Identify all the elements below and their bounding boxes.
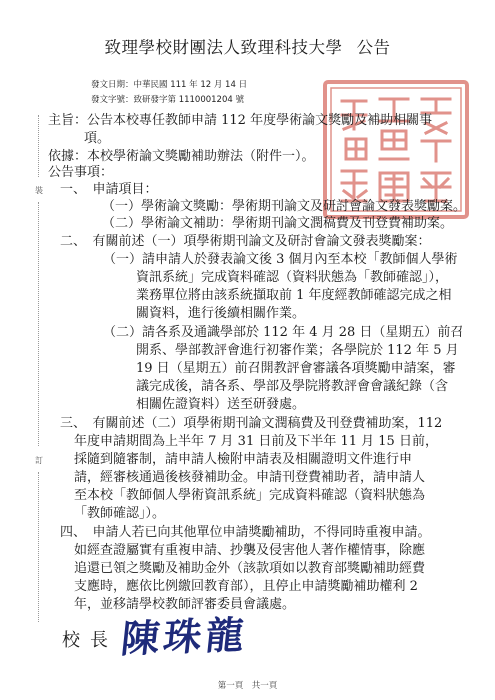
- section-3-line: 採隨到隨審制，請申請人檢附申請表及相關證明文件進行申: [74, 452, 413, 467]
- section-2-title: 二、 有關前述（一）項學術期刊論文及研討會論文發表獎勵案：: [60, 234, 431, 249]
- section-4-line: 四、 申請人若已向其他單位申請獎勵補助，不得同時重複申請。: [60, 525, 431, 540]
- binding-mark-top: 裝: [35, 186, 43, 195]
- binding-mark-bottom: 訂: [35, 456, 43, 465]
- section-1-item-b: （二）學術論文補助：學術期刊論文潤稿費及刊登費補助案。: [102, 216, 454, 231]
- president-label: 校長: [62, 630, 118, 651]
- subject-line: 主旨：公告本校專任教師申請 112 年度學術論文獎勵及補助相關事: [48, 113, 433, 128]
- section-2-item-1-line: 業務單位將由該系統擷取前 1 年度經教師確認完成之相: [136, 288, 452, 303]
- section-2-item-2-line: 19 日（星期五）前召開教評會審議各項獎勵申請案，審: [136, 361, 456, 376]
- section-2-item-1-line: 關資料，進行後續相關作業。: [136, 306, 306, 321]
- binding-line: [38, 202, 39, 446]
- section-4-line: 如經查證屬實有重複申請、抄襲及侵害他人著作權情事，除應: [74, 543, 426, 558]
- announcement-label: 公告: [356, 38, 391, 57]
- section-1-item-a: （一）學術論文獎勵：學術期刊論文及研討會論文發表獎勵案。: [102, 199, 467, 214]
- subject-line-continued: 項。: [84, 131, 111, 146]
- items-heading: 公告事項：: [48, 165, 114, 180]
- section-2-item-2-line: 相關佐證資料）送至研發處。: [136, 397, 306, 412]
- section-3-line: 年度申請期間為上半年 7 月 31 日前及下半年 11 月 15 日前，: [74, 434, 438, 449]
- page-footer: 第一頁 共一頁: [217, 681, 278, 691]
- section-2-item-2-line: 開系、學部教評會進行初審作業；各學院於 112 年 5 月: [136, 343, 459, 358]
- section-4-line: 年，並移請學校教師評審委員會議處。: [74, 597, 296, 612]
- binding-line: [38, 472, 39, 622]
- section-2-item-1-line: （一）請申請人於發表論文後 3 個月內至本校「教師個人學術: [103, 252, 458, 267]
- section-4-line: 支應時，應依比例繳回教育部），且停止申請獎勵補助權利 2: [74, 579, 418, 594]
- binding-line: [38, 115, 39, 177]
- section-1-title: 一、 申請項目：: [60, 182, 158, 197]
- issue-date: 發文日期：中華民國 111 年 12 月 14 日: [91, 80, 248, 90]
- section-3-line: 請，經審核通過後核發補助金。申請刊登費補助者，請申請人: [74, 470, 426, 485]
- section-2-item-2-line: 議完成後，請各系、學部及學院將教評會會議紀錄（含: [136, 379, 449, 394]
- section-2-item-1-line: 資訊系統」完成資料確認（資料狀態為「教師確認」），: [136, 270, 449, 285]
- institution-name: 致理學校財團法人致理科技大學: [104, 38, 343, 57]
- document-title: [0, 34, 495, 58]
- section-3-line: 「教師確認」）。: [74, 506, 166, 521]
- section-3-line: 至本校「教師個人學術資訊系統」完成資料確認（資料狀態為: [74, 488, 426, 503]
- president-signature: 陳珠龍: [119, 611, 251, 662]
- section-4-line: 追還已領之獎勵及補助金外（該款項如以教育部獎勵補助經費: [74, 561, 426, 576]
- basis-line: 依據：本校學術論文獎勵補助辦法（附件一）。: [48, 149, 315, 164]
- document-number: 發文字號：致研發字第 1110001204 號: [91, 95, 244, 105]
- section-3-line: 三、 有關前述（二）項學術期刊論文潤稿費及刊登費補助案，112: [60, 416, 443, 431]
- section-2-item-2-line: （二）請各系及通識學部於 112 年 4 月 28 日（星期五）前召: [103, 325, 464, 340]
